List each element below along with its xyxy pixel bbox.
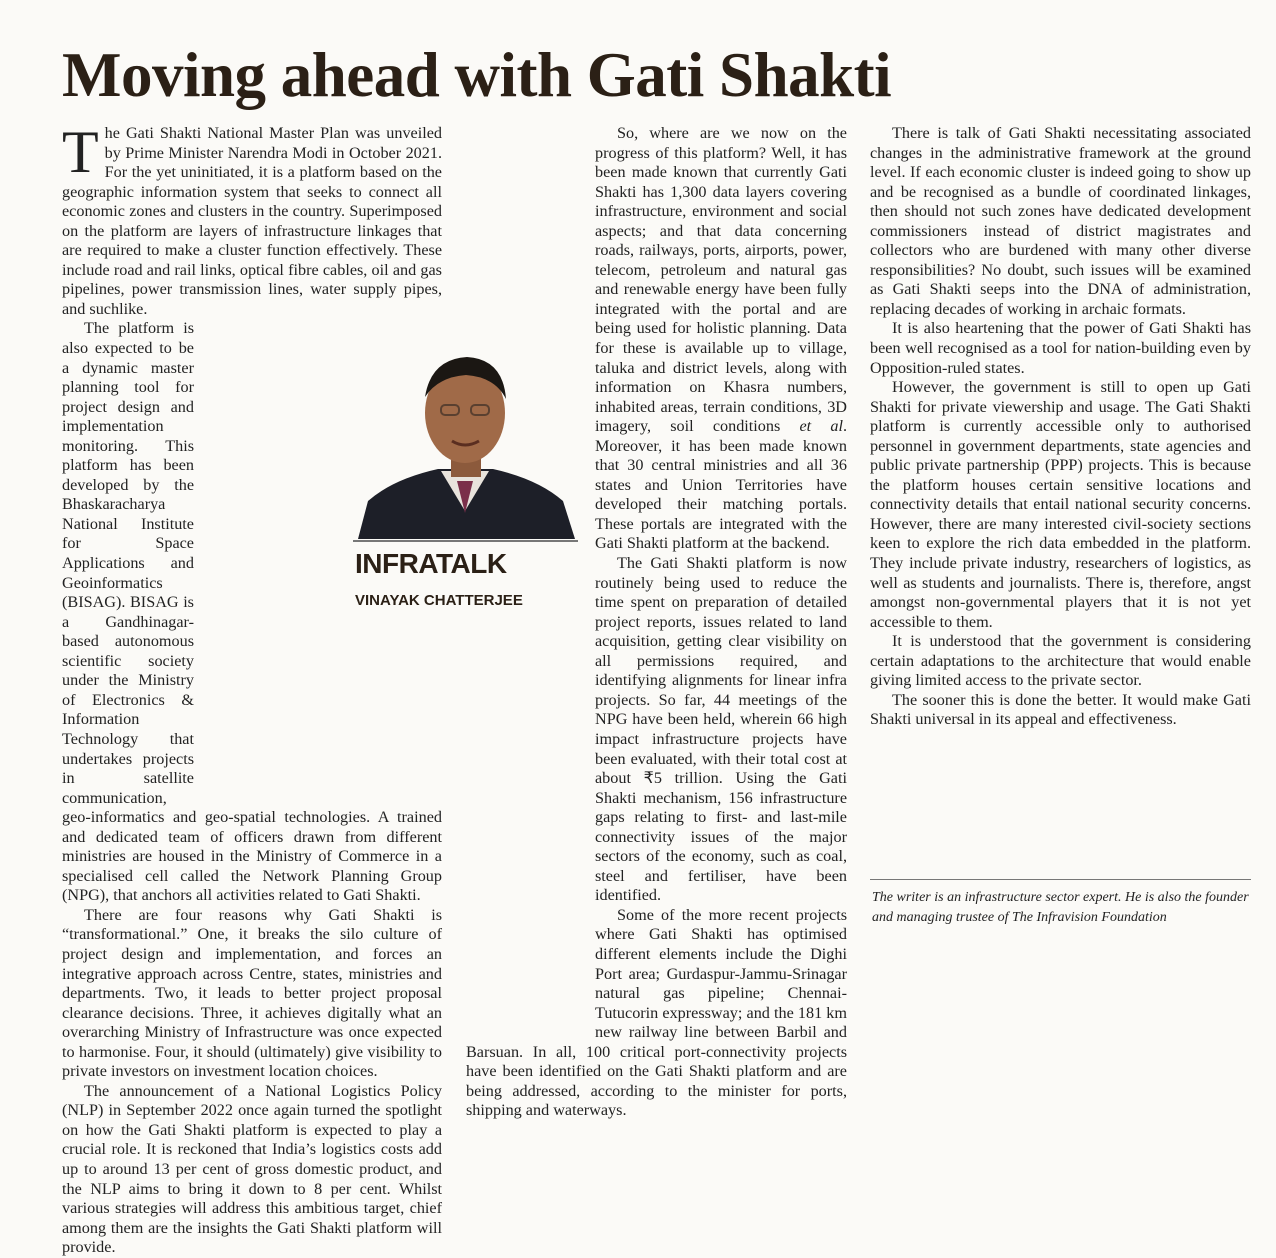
paragraph-4: The announcement of a National Logistics Policy (NLP) in September 2022 once again turned the spotlight on how the Gati Shakti platform is expected to play a crucial role. It is reckoned that India’s logistics costs add up to around 13 per cent of gross domestic product, and the NLP aims to bring it down to 8 per cent. Whilst various strategies will address this ambitious target, chief among them are the insights the Gati Shakti platform will provide. xyxy=(62,1081,442,1257)
paragraph-8: There is talk of Gati Shakti necessitating associated changes in the administrative framework at the ground level. If each economic cluster is indeed going to show up and be recognised as a bundle of coordinated linkages, then should not such zones have dedicated development commissioners instead of district magistrates and collectors who are burdened with many other diverse responsibilities? No doubt, such issues will be examined as Gati Shakti seeps into the DNA of administration, replacing decades of working in archaic formats. xyxy=(870,124,1251,318)
paragraph-11: It is understood that the government is considering certain adaptations to the architecture that would enable giving limited access to the private sector. xyxy=(870,632,1251,690)
drop-cap: T xyxy=(62,119,99,185)
paragraph-7: Some of the more recent projects where Gati Shakti has optimised different elements include the Dighi Port area; Gurdaspur-Jammu-Srinagar natural gas pipeline; Chennai-Tutucorin expressway; and the 181 km new railway line between Barbil and Barsuan. In all, 100 critical port-connectivity projects have been identified on the Gati Shakti platform and are being addressed, according to the minister for ports, shipping and waterways. xyxy=(466,905,847,1120)
article-column-2 xyxy=(466,124,847,1121)
author-portrait xyxy=(353,341,578,539)
paragraph-5: So, where are we now on the progress of this platform? Well, it has been made known that currently Gati Shakti has 1,300 data layers covering infrastructure, environment and social aspects; and that data concerning roads, railways, ports, airports, power, telecom, petroleum and natural gas and renewable energy have been fully integrated with the portal and are being used for holistic planning. Data for these is available up to village, taluka and district levels, along with information on Khasra numbers, inhabited areas, terrain conditions, 3D imagery, soil conditions et al. Moreover, it has been made known that 30 central ministries and all 36 states and Union Territories have developed their matching portals. These portals are integrated with the Gati Shakti platform at the backend. xyxy=(466,124,847,554)
paragraph-3: There are four reasons why Gati Shakti is “transformational.” One, it breaks the silo culture of project design and implementation, and forces an integrative approach across Centre, states, ministries and departments. Two, it leads to better project proposal clearance decisions. Three, it achieves digitally what an overarching Ministry of Infrastructure was once expected to harmonise. Four, it should (ultimately) give visibility to private investors on investment location choices. xyxy=(62,905,442,1081)
byline-rule xyxy=(353,540,578,542)
byline-space xyxy=(466,507,595,1024)
headline: Moving ahead with Gati Shakti xyxy=(62,40,892,110)
footnote-rule xyxy=(870,879,1251,880)
paragraph-2: The platform is also expected to be a dynamic master planning tool for project design and implementation monitoring. This platform has been developed by the Bhaskaracharya National Institute for Space Applications and Geoinformatics (BISAG). BISAG is a Gandhinagar-based autonomous scientific society under the Ministry of Electronics & Information Technology that undertakes projects in satellite communication, geo-informatics and geo-spatial technologies. A trained and dedicated team of officers drawn from different ministries are housed in the Ministry of Commerce in a specialised cell called the Network Planning Group (NPG), that anchors all activities related to Gati Shakti. xyxy=(62,319,442,905)
paragraph-10: However, the government is still to open up Gati Shakti for private viewership and usage. The Gati Shakti platform is currently accessible only to authorised personnel in government departments, state agencies and public private partnership (PPP) projects. This is because the platform houses certain sensitive locations and connectivity details that entail national security concerns. However, there are many interested civil-society sections keen to explore the rich data embedded in the platform. They include private industry, researchers of logistics, as well as students and journalists. There is, therefore, angst amongst non-governmental players that it is not yet accessible to them. xyxy=(870,378,1251,631)
author-note: The writer is an infrastructure sector expert. He is also the founder and managing trustee of The Infravision Foundation xyxy=(872,890,1249,925)
paragraph-1: The Gati Shakti National Master Plan was unveiled by Prime Minister Narendra Modi in October 2021. For the yet uninitiated, it is a platform based on the geographic information system that seeks to connect all economic zones and clusters in the country. Superimposed on the platform are layers of infrastructure linkages that are required to make a cluster function effectively. These include road and rail links, optical fibre cables, oil and gas pipelines, power transmission lines, water supply pipes, and suchlike. xyxy=(62,119,442,318)
author-byline: VINAYAK CHATTERJEE xyxy=(355,592,523,609)
paragraph-6: The Gati Shakti platform is now routinely being used to reduce the time spent on preparation of detailed project reports, issues related to land acquisition, getting clear visibility on all permissions required, and identifying alignments for linear infra projects. So far, 44 meetings of the NPG have been held, wherein 66 high impact infrastructure projects have been evaluated, with their total cost at about ₹5 trillion. Using the Gati Shakti mechanism, 156 infrastructure gaps relating to first- and last-mile connectivity issues of the major sectors of the economy, such as coal, steel and fertiliser, have been identified. xyxy=(595,554,847,905)
article-column-1 xyxy=(62,119,442,1258)
column-tag: INFRATALK xyxy=(355,548,507,579)
article-column-3 xyxy=(870,124,1251,730)
paragraph-9: It is also heartening that the power of Gati Shakti has been well recognised as a tool for nation-building even by Opposition-ruled states. xyxy=(870,319,1251,377)
paragraph-12: The sooner this is done the better. It would make Gati Shakti universal in its appeal and effectiveness. xyxy=(870,690,1251,729)
